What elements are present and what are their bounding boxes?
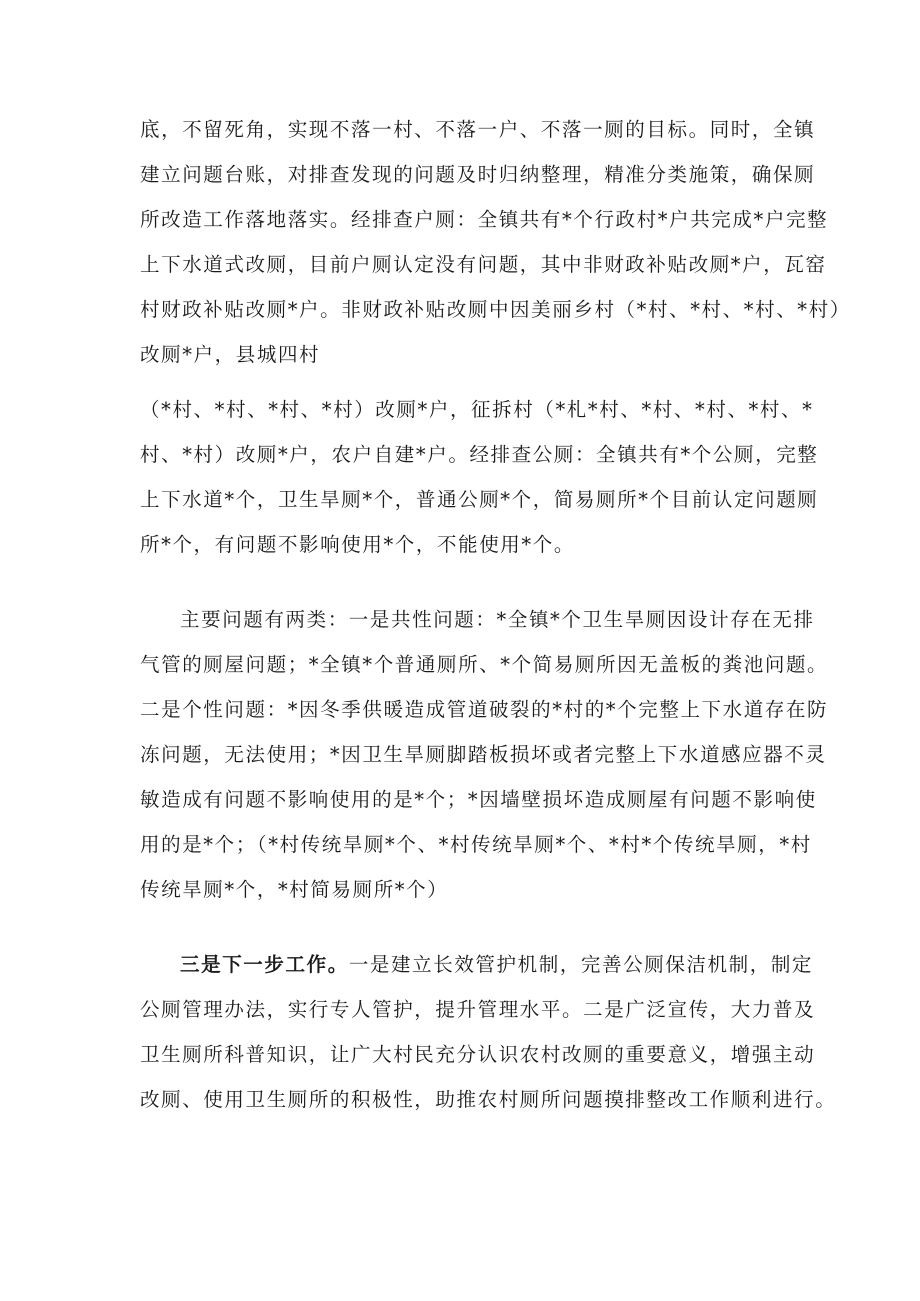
paragraph-2-line-6: 用的是*个；（*村传统旱厕*个、*村传统旱厕*个、*村*个传统旱厕，*村	[140, 833, 812, 856]
paragraph-2-line-2: 气管的厕屋问题；*全镇*个普通厕所、*个简易厕所因无盖板的粪池问题。	[140, 653, 829, 676]
paragraph-1-line-1: 底，不留死角，实现不落一村、不落一户、不落一厕的目标。同时，全镇	[140, 118, 816, 141]
paragraph-1-line-9: 上下水道*个，卫生旱厕*个，普通公厕*个，简易厕所*个目前认定问题厕	[140, 488, 819, 511]
paragraph-2-line-5: 敏造成有问题不影响使用的是*个；*因墙壁损坏造成厕屋有问题不影响使	[140, 788, 817, 811]
paragraph-1-line-4: 上下水道式改厕，目前户厕认定没有问题，其中非财政补贴改厕*户，瓦窑	[140, 253, 827, 276]
paragraph-2-line-7: 传统旱厕*个，*村简易厕所*个）	[140, 878, 449, 901]
paragraph-1-line-5: 村财政补贴改厕*户。非财政补贴改厕中因美丽乡村（*村、*村、*村、*村）	[140, 298, 851, 321]
paragraph-3-line-4: 改厕、使用卫生厕所的积极性，助推农村厕所问题摸排整改工作顺利进行。	[140, 1088, 837, 1111]
paragraph-1-line-10: 所*个，有问题不影响使用*个，不能使用*个。	[140, 533, 575, 556]
paragraph-1-line-3: 所改造工作落地落实。经排查户厕：全镇共有*个行政村*户共完成*户完整	[140, 208, 829, 231]
paragraph-3-line-3: 卫生厕所科普知识，让广大村民充分认识农村改厕的重要意义，增强主动	[140, 1043, 816, 1066]
paragraph-1-line-7: （*村、*村、*村、*村）改厕*户，征拆村（*札*村、*村、*村、*村、*	[140, 398, 814, 421]
paragraph-2-line-1: 主要问题有两类：一是共性问题：*全镇*个卫生旱厕因设计存在无排	[180, 608, 815, 631]
paragraph-2-line-3: 二是个性问题：*因冬季供暖造成管道破裂的*村的*个完整上下水道存在防	[140, 698, 829, 721]
paragraph-3-heading: 三是下一步工作。	[180, 953, 349, 976]
paragraph-1-line-8: 村、*村）改厕*户，农户自建*户。经排查公厕：全镇共有*个公厕，完整	[140, 443, 819, 466]
paragraph-1-line-2: 建立问题台账，对排查发现的问题及时归纳整理，精准分类施策，确保厕	[140, 163, 816, 186]
paragraph-3-line-1	[180, 953, 813, 977]
paragraph-1-line-6: 改厕*户，县城四村	[140, 343, 321, 366]
paragraph-3-line-2: 公厕管理办法，实行专人管护，提升管理水平。二是广泛宣传，大力普及	[140, 998, 816, 1021]
paragraph-3-line-1-text: 一是建立长效管护机制，完善公厕保洁机制，制定	[348, 953, 814, 976]
paragraph-2-line-4: 冻问题，无法使用；*因卫生旱厕脚踏板损坏或者完整上下水道感应器不灵	[140, 743, 827, 766]
